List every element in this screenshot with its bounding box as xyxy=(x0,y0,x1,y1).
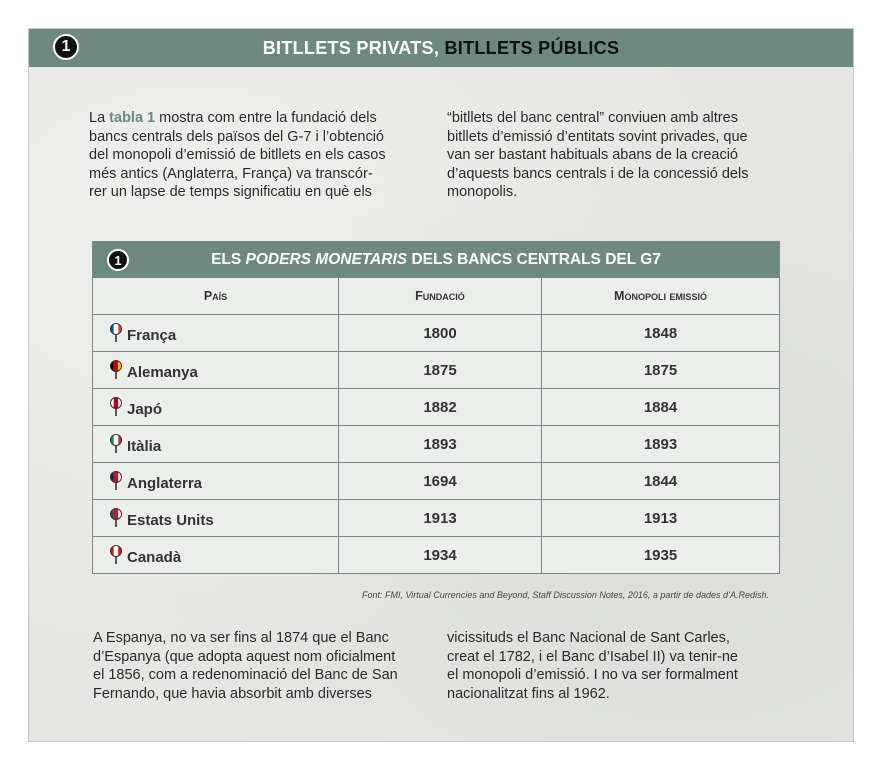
flag-pin-icon xyxy=(109,434,123,454)
country-cell xyxy=(93,537,339,574)
founded-year: 1875 xyxy=(339,352,542,389)
section-header xyxy=(29,29,853,67)
column-header-monopoly: Monopoli emissió xyxy=(542,278,780,315)
monopoly-year: 1913 xyxy=(542,500,780,537)
flag-pin-icon xyxy=(109,323,123,343)
founded-year: 1800 xyxy=(339,315,542,352)
country-name: Alemanya xyxy=(127,363,198,381)
country-cell xyxy=(93,500,339,537)
country-cell xyxy=(93,389,339,426)
table-row xyxy=(93,537,779,574)
central-banks-table xyxy=(92,241,780,574)
article-panel xyxy=(28,28,854,742)
monopoly-year: 1844 xyxy=(542,463,780,500)
country-cell xyxy=(93,426,339,463)
founded-year: 1893 xyxy=(339,426,542,463)
table-row xyxy=(93,352,779,389)
table-reference-link: tabla 1 xyxy=(109,110,156,126)
flag-pin-icon xyxy=(109,508,123,528)
country-name: Estats Units xyxy=(127,511,214,529)
column-header-founded: Fundació xyxy=(339,278,542,315)
table-row xyxy=(93,315,779,352)
data-table xyxy=(93,278,779,573)
table-title: ELS PODERS MONETARIS DELS BANCS CENTRALS DEL G7 xyxy=(211,251,661,268)
table-source-note: Font: FMI, Virtual Currencies and Beyond, Staff Discussion Notes, 2016, a partir de dades d’A.Redish. xyxy=(361,590,769,600)
monopoly-year: 1935 xyxy=(542,537,780,574)
country-name: França xyxy=(127,326,177,344)
country-cell xyxy=(93,352,339,389)
monopoly-year: 1875 xyxy=(542,352,780,389)
country-name: Anglaterra xyxy=(127,474,203,492)
monopoly-year: 1893 xyxy=(542,426,780,463)
intro-right-column: “bitllets del banc central” conviuen amb altres bitllets d’emissió d’entitats sovint privades, que van ser bastant habituals abans de la creació d’aquests bancs centrals i de la concessió dels monopolis. xyxy=(447,110,749,200)
flag-pin-icon xyxy=(109,545,123,565)
outro-left-column: A Espanya, no va ser fins al 1874 que el Banc d’Espanya (que adopta aquest nom oficialment el 1856, com a redenominació del Banc de San Fernando, que havia absorbit amb diverses xyxy=(93,630,398,702)
country-name: Japó xyxy=(127,400,163,418)
table-row xyxy=(93,463,779,500)
founded-year: 1913 xyxy=(339,500,542,537)
country-name: Itàlia xyxy=(127,437,162,455)
table-row xyxy=(93,389,779,426)
country-cell xyxy=(93,315,339,352)
outro-right-column: vicissituds el Banc Nacional de Sant Carles, creat el 1782, i el Banc d’Isabel II) va tenir-ne el monopoli d’emissió. I no va ser formalment nacionalitzat fins al 1962. xyxy=(447,630,738,702)
country-cell xyxy=(93,463,339,500)
founded-year: 1694 xyxy=(339,463,542,500)
country-name: Canadà xyxy=(127,548,182,566)
monopoly-year: 1848 xyxy=(542,315,780,352)
table-header-row xyxy=(93,278,779,315)
intro-left-column: La tabla 1 mostra com entre la fundació dels bancs centrals dels països del G-7 i l’obtenció del monopoli d’emissió de bitllets en els casos més antics (Anglaterra, França) va transcór- rer un lapse de temps significatiu en què els xyxy=(89,110,386,200)
column-header-country: País xyxy=(93,278,339,315)
flag-pin-icon xyxy=(109,397,123,417)
founded-year: 1882 xyxy=(339,389,542,426)
table-row xyxy=(93,426,779,463)
table-row xyxy=(93,500,779,537)
flag-pin-icon xyxy=(109,471,123,491)
section-title: BITLLETS PRIVATS, BITLLETS PÚBLICS xyxy=(262,37,620,58)
section-number-badge: 1 xyxy=(53,34,79,60)
founded-year: 1934 xyxy=(339,537,542,574)
table-title-bar xyxy=(93,242,779,278)
flag-pin-icon xyxy=(109,360,123,380)
monopoly-year: 1884 xyxy=(542,389,780,426)
table-number-badge: 1 xyxy=(107,249,129,271)
